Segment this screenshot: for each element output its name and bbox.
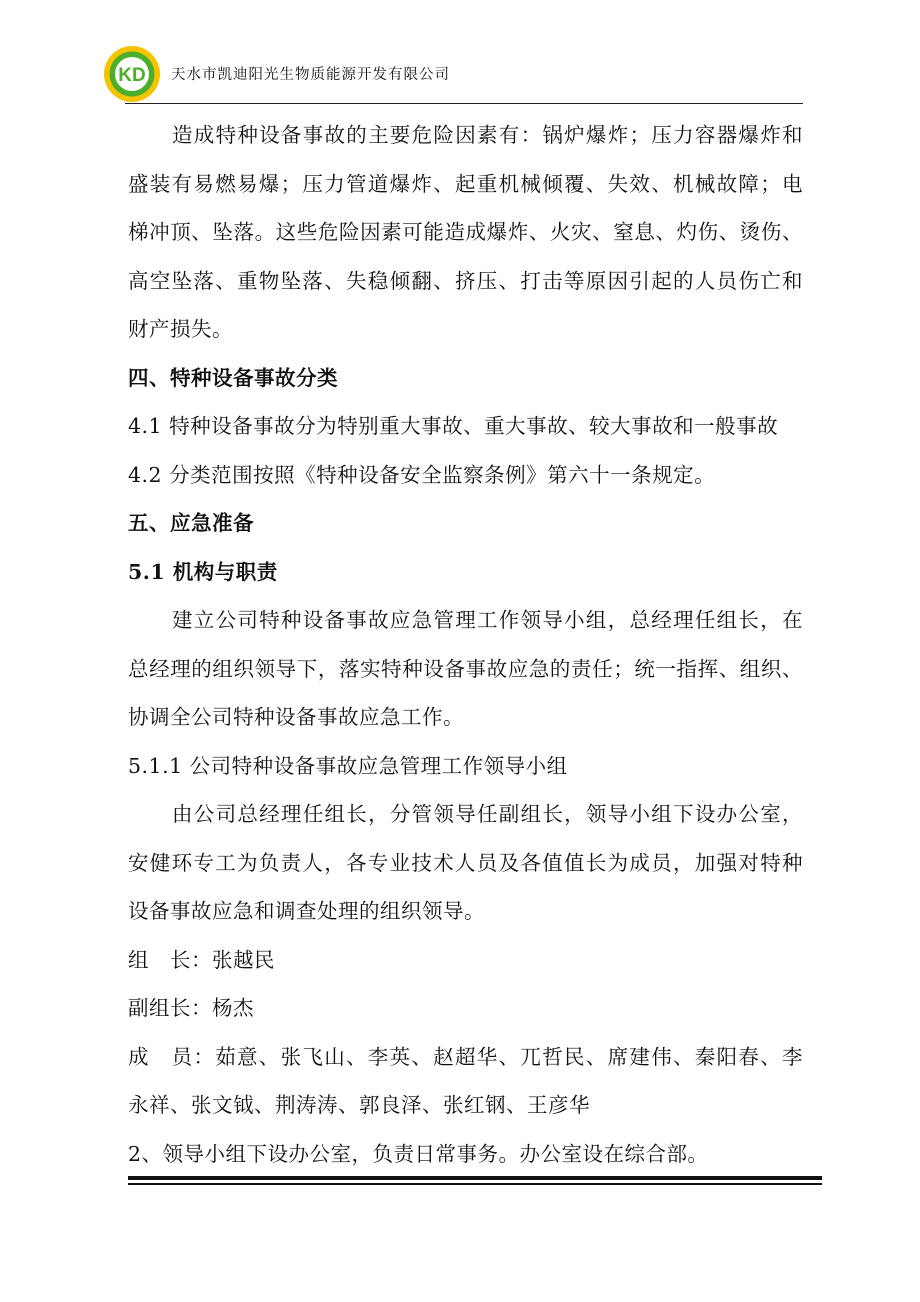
paragraph-line: 设备事故应急和调查处理的组织领导。 bbox=[128, 899, 485, 923]
document-body bbox=[128, 111, 803, 1178]
paragraph-line: 总经理的组织领导下，落实特种设备事故应急的责任；统一指挥、组织、 bbox=[128, 656, 803, 681]
leader-line: 组 长：张越民 bbox=[128, 947, 275, 972]
paragraph-line: 盛装有易燃易爆；压力管道爆炸、起重机械倾覆、失效、机械故障；电 bbox=[128, 171, 803, 196]
paragraph-line: 财产损失。 bbox=[128, 317, 233, 341]
page-header bbox=[103, 45, 803, 107]
paragraph-line: 梯冲顶、坠落。这些危险因素可能造成爆炸、火灾、窒息、灼伤、烫伤、 bbox=[128, 220, 803, 244]
footer-rule-thin bbox=[128, 1183, 822, 1185]
paragraph-line: 高空坠落、重物坠落、失稳倾翻、挤压、打击等原因引起的人员伤亡和 bbox=[128, 268, 803, 293]
members-line: 永祥、张文钺、荆涛涛、郭良泽、张红钢、王彦华 bbox=[128, 1093, 590, 1117]
paragraph-line: 2、领导小组下设办公室，负责日常事务。办公室设在综合部。 bbox=[128, 1141, 709, 1166]
members-line: 成 员：茹意、张飞山、李英、赵超华、兀哲民、席建伟、秦阳春、李 bbox=[128, 1044, 803, 1069]
footer-rule-thick bbox=[128, 1176, 822, 1180]
paragraph-line: 由公司总经理任组长，分管领导任副组长，领导小组下设办公室， bbox=[172, 802, 803, 826]
company-name: 天水市凯迪阳光生物质能源开发有限公司 bbox=[171, 67, 450, 83]
deputy-leader-line: 副组长：杨杰 bbox=[128, 996, 254, 1020]
paragraph-line: 造成特种设备事故的主要危险因素有：锅炉爆炸；压力容器爆炸和 bbox=[172, 123, 803, 147]
header-rule bbox=[125, 103, 803, 104]
company-logo bbox=[103, 45, 161, 103]
subsection-heading: 5.1.1 公司特种设备事故应急管理工作领导小组 bbox=[128, 753, 568, 778]
paragraph-line: 4.1 特种设备事故分为特别重大事故、重大事故、较大事故和一般事故 bbox=[128, 414, 779, 438]
paragraph-line: 协调全公司特种设备事故应急工作。 bbox=[128, 705, 464, 729]
section-heading: 五、应急准备 bbox=[128, 511, 254, 535]
section-heading: 四、特种设备事故分类 bbox=[128, 365, 338, 390]
footer-rule bbox=[128, 1176, 822, 1185]
paragraph-line: 安健环专工为负责人，各专业技术人员及各值值长为成员，加强对特种 bbox=[128, 850, 803, 875]
paragraph-line: 4.2 分类范围按照《特种设备安全监察条例》第六十一条规定。 bbox=[128, 462, 716, 487]
logo-letters: KD bbox=[118, 65, 146, 86]
paragraph-line: 建立公司特种设备事故应急管理工作领导小组，总经理任组长，在 bbox=[172, 608, 803, 632]
subsection-heading: 5.1 机构与职责 bbox=[128, 559, 278, 584]
